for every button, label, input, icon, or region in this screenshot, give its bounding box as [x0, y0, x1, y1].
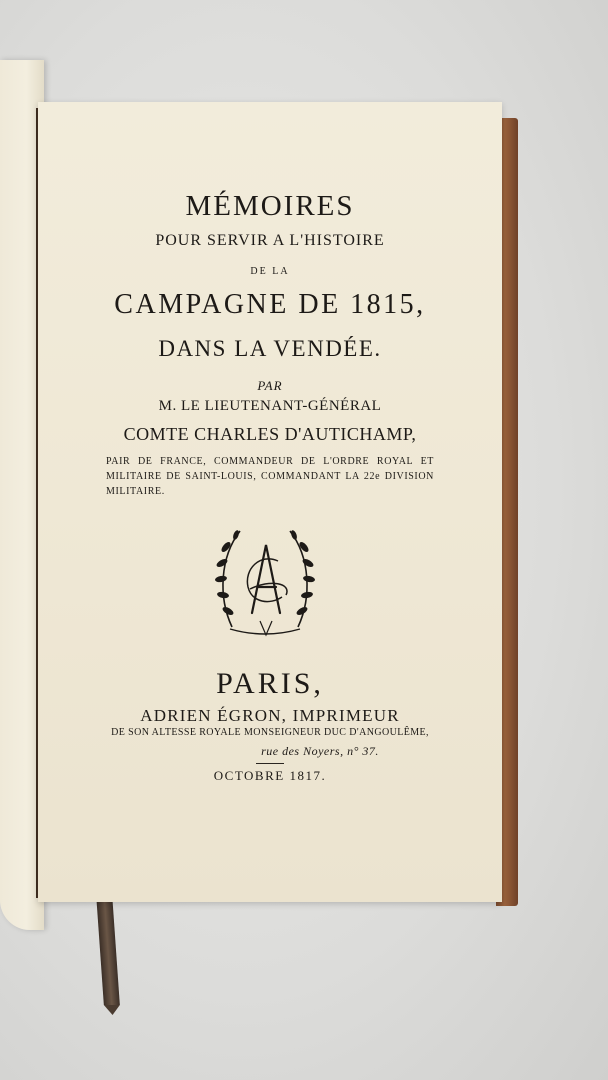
main-title: MÉMOIRES — [185, 190, 355, 222]
ribbon-bookmark — [96, 895, 120, 1005]
place-of-publication: PARIS, — [216, 667, 324, 700]
publication-date: OCTOBRE 1817. — [213, 768, 327, 783]
subtitle-line-2: DE LA — [250, 266, 290, 277]
author-name: COMTE CHARLES D'AUTICHAMP, — [123, 424, 417, 444]
printer-address: rue des Noyers, n° 37. — [261, 744, 379, 758]
author-titles: PAIR DE FRANCE, COMMANDEUR DE L'ORDRE ROYAL ET MILITAIRE DE SAINT-LOUIS, COMMANDANT LA 22e DIVISION MILITAIRE. — [106, 456, 434, 497]
subtitle-line-4: DANS LA VENDÉE. — [158, 336, 382, 361]
divider-rule — [256, 763, 284, 764]
printer-name: ADRIEN ÉGRON, IMPRIMEUR — [140, 706, 400, 725]
subtitle-line-3: CAMPAGNE DE 1815, — [114, 289, 426, 320]
author-rank: M. LE LIEUTENANT-GÉNÉRAL — [158, 398, 382, 414]
printer-title: DE SON ALTESSE ROYALE MONSEIGNEUR DUC D'ANGOULÊME, — [111, 727, 429, 738]
by-line: PAR — [257, 378, 283, 393]
title-page — [38, 102, 502, 902]
monogram-wreath-emblem — [210, 517, 320, 647]
subtitle-line-1: POUR SERVIR A L'HISTOIRE — [155, 232, 385, 249]
